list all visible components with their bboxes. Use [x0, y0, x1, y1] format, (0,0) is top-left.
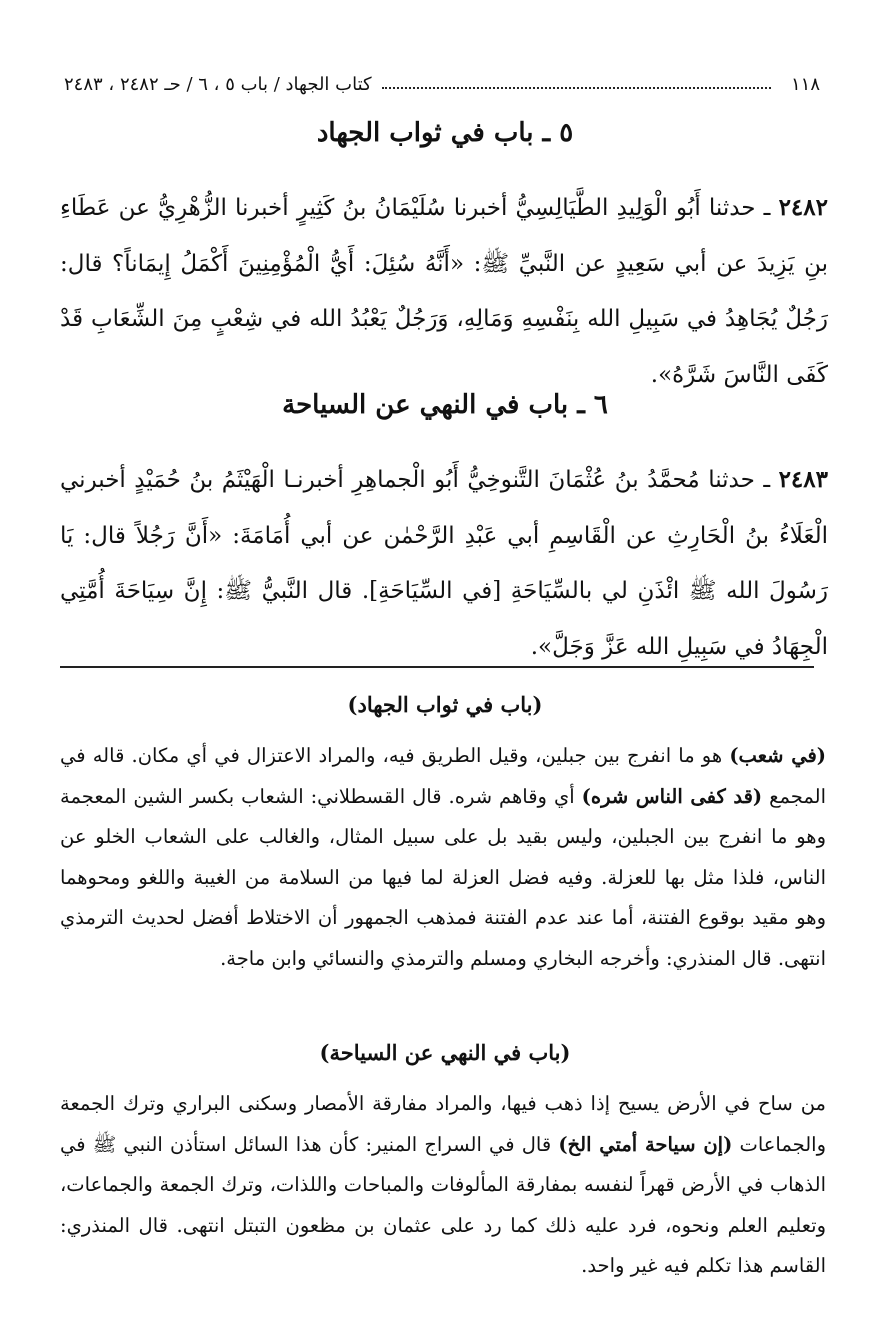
chapter-5-heading: ٥ ـ باب في ثواب الجهاد	[316, 118, 574, 148]
commentary-paragraph-1	[60, 736, 826, 979]
running-header	[64, 66, 820, 102]
commentary-text-1a: هو ما انفرج بين جبلين، وقيل الطريق فيه، والمراد الاعتزال في أي مكان. قاله في المجمع	[60, 744, 826, 808]
hadith-2482	[60, 180, 828, 403]
commentary-term-kafa: (قد كفى الناس شره)	[581, 784, 763, 808]
hadith-2483-text: ـ حدثنا مُحمَّدُ بنُ عُثْمَانَ التَّنوخِيُّ أَبُو الْجماهِرِ أخبرنـا الْهَيْثَمُ بنُ حُمَيْدٍ أخبرني الْعَلَاءُ بنُ الْحَارِثِ عن الْقَاسِمِ أبي عَبْدِ الرَّحْمٰن عن أبي أُمَامَةَ: «أَنَّ رَجُلاً قال: يَا رَسُولَ الله ﷺ ائْذَنِ لي بالسِّيَاحَةِ [في السِّيَاحَةِ]. قال النَّبيُّ ﷺ: إِنَّ سِيَاحَةَ أُمَّتِي الْجِهَادُ في سَبِيلِ الله عَزَّ وَجَلَّ».	[60, 467, 828, 660]
commentary-text-2b: قال في السراج المنير: كأن هذا السائل استأذن النبي ﷺ في الذهاب في الأرض قهراً لنفسه بمفارقة المألوفات والمباحات واللذات، وترك الجمعة والجماعات، وتعليم العلم ونحوه، فرد عليه ذلك كما رد على عثمان بن مظعون التبتل انتهى. قال المنذري: القاسم هذا تكلم فيه غير واحد.	[60, 1132, 826, 1277]
hadith-2482-text: ـ حدثنا أَبُو الْوَلِيدِ الطَّيَالِسِيُّ أخبرنا سُلَيْمَانُ بنُ كَثِيرٍ أخبرنا الزُّهْرِيُّ عن عَطَاءِ بنِ يَزِيدَ عن أبي سَعِيدٍ عن النَّبيِّ ﷺ: «أَنَّهُ سُئِلَ: أَيُّ الْمُؤْمِنِينَ أَكْمَلُ إِيمَاناً؟ قال: رَجُلٌ يُجَاهِدُ في سَبِيلِ الله بِنَفْسِهِ وَمَالِهِ، وَرَجُلٌ يَعْبُدُ الله في شِعْبٍ مِنَ الشِّعَابِ قَدْ كَفَى النَّاسَ شَرَّهُ».	[60, 195, 828, 388]
header-dot-leader	[382, 87, 771, 89]
commentary-text-1b: أي وقاهم شره. قال القسطلاني: الشعاب بكسر الشين المعجمة وهو ما انفرج بين الجبلين، وليس بقيد بل على سبيل المثال، والغالب على الشعاب الخلو عن الناس، فلذا مثل بها للعزلة. وفيه فضل العزلة لما فيها من السلامة من الغيبة واللغو ومحوهما وهو مقيد بوقوع الفتنة، أما عند عدم الفتنة فمذهب الجمهور أن الاختلاط أفضل لحديث الترمذي انتهى. قال المنذري: وأخرجه البخاري ومسلم والترمذي والنسائي وابن ماجة.	[60, 784, 826, 970]
page-number: ١١٨	[790, 73, 820, 95]
commentary-heading-2: (باب في النهي عن السياحة)	[319, 1040, 571, 1065]
running-title: كتاب الجهاد / باب ٥ ، ٦ / حـ ٢٤٨٢ ، ٢٤٨٣	[64, 73, 372, 95]
hadith-2483	[60, 452, 828, 675]
commentary-heading-1: (باب في ثواب الجهاد)	[347, 692, 543, 717]
commentary-text-2a: من ساح في الأرض يسيح إذا ذهب فيها، والمراد مفارقة الأمصار وسكنى البراري وترك الجمعة والجماعات	[60, 1092, 826, 1156]
commentary-term-siyaha: (إن سياحة أمتي الخ)	[558, 1132, 733, 1156]
footnote-divider	[60, 666, 814, 668]
hadith-2482-number: ٢٤٨٢	[778, 194, 828, 221]
hadith-2483-number: ٢٤٨٣	[778, 466, 828, 493]
chapter-6-heading: ٦ ـ باب في النهي عن السياحة	[282, 390, 608, 420]
commentary-paragraph-2	[60, 1084, 826, 1287]
commentary-term-shib: (في شعب)	[729, 744, 826, 767]
